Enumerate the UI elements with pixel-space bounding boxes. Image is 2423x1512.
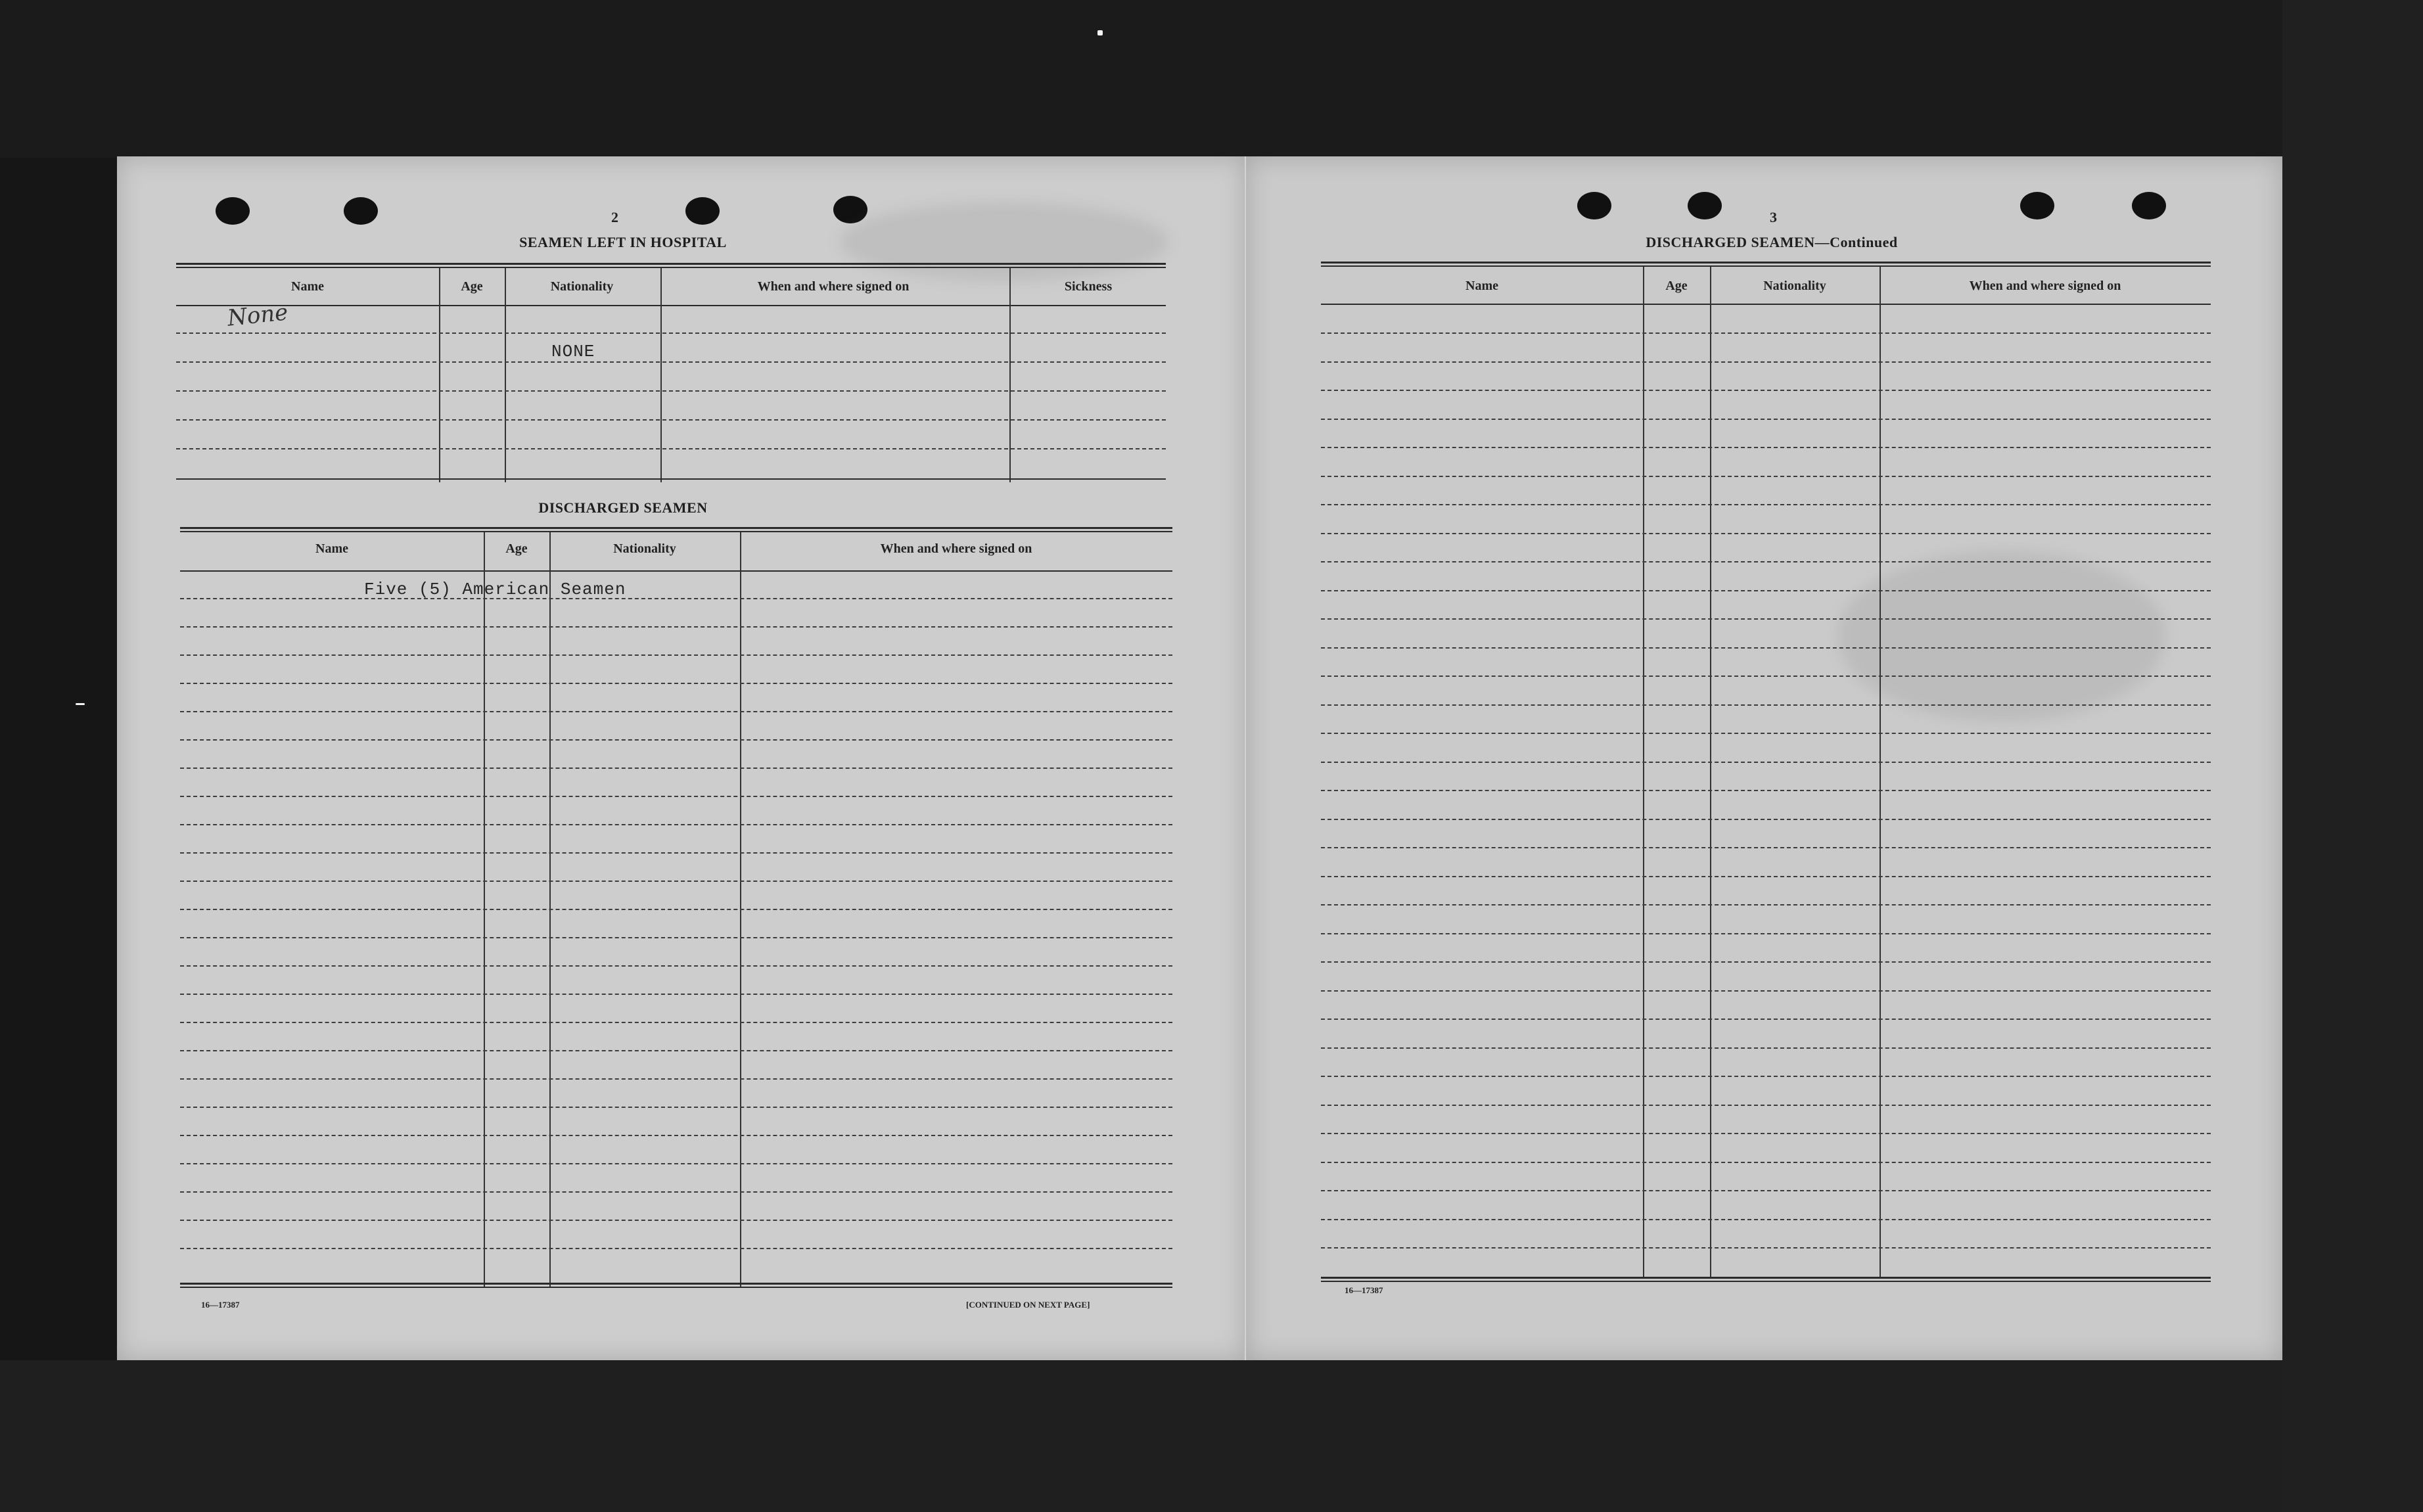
- ruled-line: [1321, 647, 2211, 649]
- ruled-line: [1321, 904, 2211, 905]
- ruled-line: [1321, 933, 2211, 934]
- page-number: 3: [1770, 209, 1777, 225]
- ruled-line: [1321, 790, 2211, 791]
- discharged-table: [180, 527, 1172, 1296]
- ruled-line: [180, 824, 1172, 825]
- ruled-line: [1321, 1133, 2211, 1134]
- ruled-line: [180, 598, 1172, 599]
- ruled-line: [180, 937, 1172, 938]
- ruled-line: [1321, 990, 2211, 992]
- ruled-line: [1321, 676, 2211, 677]
- ruled-line: [180, 1078, 1172, 1080]
- ruled-line: [1321, 1019, 2211, 1020]
- punch-hole: [344, 197, 378, 225]
- punch-hole: [2132, 192, 2166, 219]
- punch-hole: [833, 196, 867, 223]
- ruled-line: [1321, 390, 2211, 391]
- ruled-line: [1321, 1076, 2211, 1077]
- ruled-line: [1321, 618, 2211, 620]
- ruled-line: [180, 881, 1172, 882]
- ruled-line: [180, 1022, 1172, 1023]
- column-header-sickness: Sickness: [1064, 279, 1113, 294]
- ruled-line: [1321, 1162, 2211, 1163]
- ruled-line: [1321, 847, 2211, 848]
- column-header-nationality: Nationality: [613, 541, 676, 556]
- continued-note: [CONTINUED ON NEXT PAGE]: [966, 1300, 1090, 1310]
- column-header-name: Name: [1465, 279, 1498, 293]
- ruled-line: [180, 1248, 1172, 1249]
- ruled-line: [180, 1163, 1172, 1164]
- ruled-line: [180, 1050, 1172, 1051]
- punch-hole: [1688, 192, 1722, 219]
- discharged-rows: [180, 527, 1172, 1289]
- ruled-line: [180, 626, 1172, 628]
- ruled-line: [1321, 762, 2211, 763]
- ruled-line: [1321, 476, 2211, 477]
- handwritten-none: None: [226, 299, 290, 332]
- ruled-line: [1321, 876, 2211, 877]
- ruled-line: [1321, 447, 2211, 448]
- ruled-line: [180, 994, 1172, 995]
- column-header-signed-on: When and where signed on: [880, 541, 1032, 556]
- punch-hole: [216, 197, 250, 225]
- ruled-line: [180, 683, 1172, 684]
- punch-hole: [2020, 192, 2054, 219]
- column-header-age: Age: [505, 541, 528, 556]
- ruled-line: [1321, 961, 2211, 963]
- column-header-nationality: Nationality: [1763, 279, 1826, 293]
- ruled-line: [180, 711, 1172, 712]
- punch-hole: [1577, 192, 1611, 219]
- ruled-line: [180, 796, 1172, 797]
- typed-none-entry: NONE: [551, 342, 595, 361]
- ruled-line: [1321, 704, 2211, 706]
- dust-speck: [76, 703, 85, 705]
- right-page: [1246, 156, 2282, 1360]
- ruled-line: [1321, 1219, 2211, 1220]
- discharged-continued-table: [1321, 262, 2211, 1444]
- column-header-age: Age: [461, 279, 483, 294]
- ruled-line: [180, 852, 1172, 854]
- column-header-signed-on: When and where signed on: [757, 279, 910, 294]
- form-number: 16—17387: [1345, 1285, 1383, 1295]
- ruled-line: [1321, 361, 2211, 363]
- hospital-section-title: SEAMEN LEFT IN HOSPITAL: [519, 234, 727, 250]
- ruled-line: [180, 654, 1172, 656]
- ruled-line: [1321, 733, 2211, 734]
- discharged-continued-title: DISCHARGED SEAMEN—Continued: [1646, 234, 1898, 250]
- ruled-line: [180, 965, 1172, 967]
- ruled-line: [1321, 1047, 2211, 1049]
- ruled-line: [1321, 504, 2211, 505]
- ruled-line: [180, 739, 1172, 741]
- ruled-line: [180, 1191, 1172, 1193]
- column-header-age: Age: [1665, 279, 1688, 293]
- ruled-line: [180, 1220, 1172, 1221]
- ruled-line: [180, 767, 1172, 769]
- column-header-nationality: Nationality: [550, 279, 614, 294]
- left-page: [117, 156, 1246, 1360]
- typed-discharged-entry: Five (5) American Seamen: [364, 580, 626, 599]
- ruled-line: [1321, 561, 2211, 562]
- ruled-line: [180, 1107, 1172, 1108]
- discharged-continued-rows: [1321, 262, 2211, 1287]
- ruled-line: [1321, 332, 2211, 334]
- ruled-line: [1321, 1105, 2211, 1106]
- ruled-line: [1321, 590, 2211, 591]
- column-header-name: Name: [315, 541, 348, 556]
- ruled-line: [180, 909, 1172, 910]
- ruled-line: [1321, 1190, 2211, 1191]
- ruled-line: [1321, 419, 2211, 420]
- column-header-name: Name: [291, 279, 324, 294]
- discharged-section-title: DISCHARGED SEAMEN: [538, 499, 708, 516]
- page-number: 2: [611, 209, 618, 225]
- ruled-line: [1321, 819, 2211, 820]
- form-number: 16—17387: [201, 1300, 240, 1310]
- dust-speck: [1097, 30, 1103, 35]
- ruled-line: [1321, 1247, 2211, 1249]
- column-header-signed-on: When and where signed on: [1969, 279, 2121, 293]
- punch-hole: [685, 197, 720, 225]
- ruled-line: [1321, 533, 2211, 534]
- ruled-line: [180, 1135, 1172, 1136]
